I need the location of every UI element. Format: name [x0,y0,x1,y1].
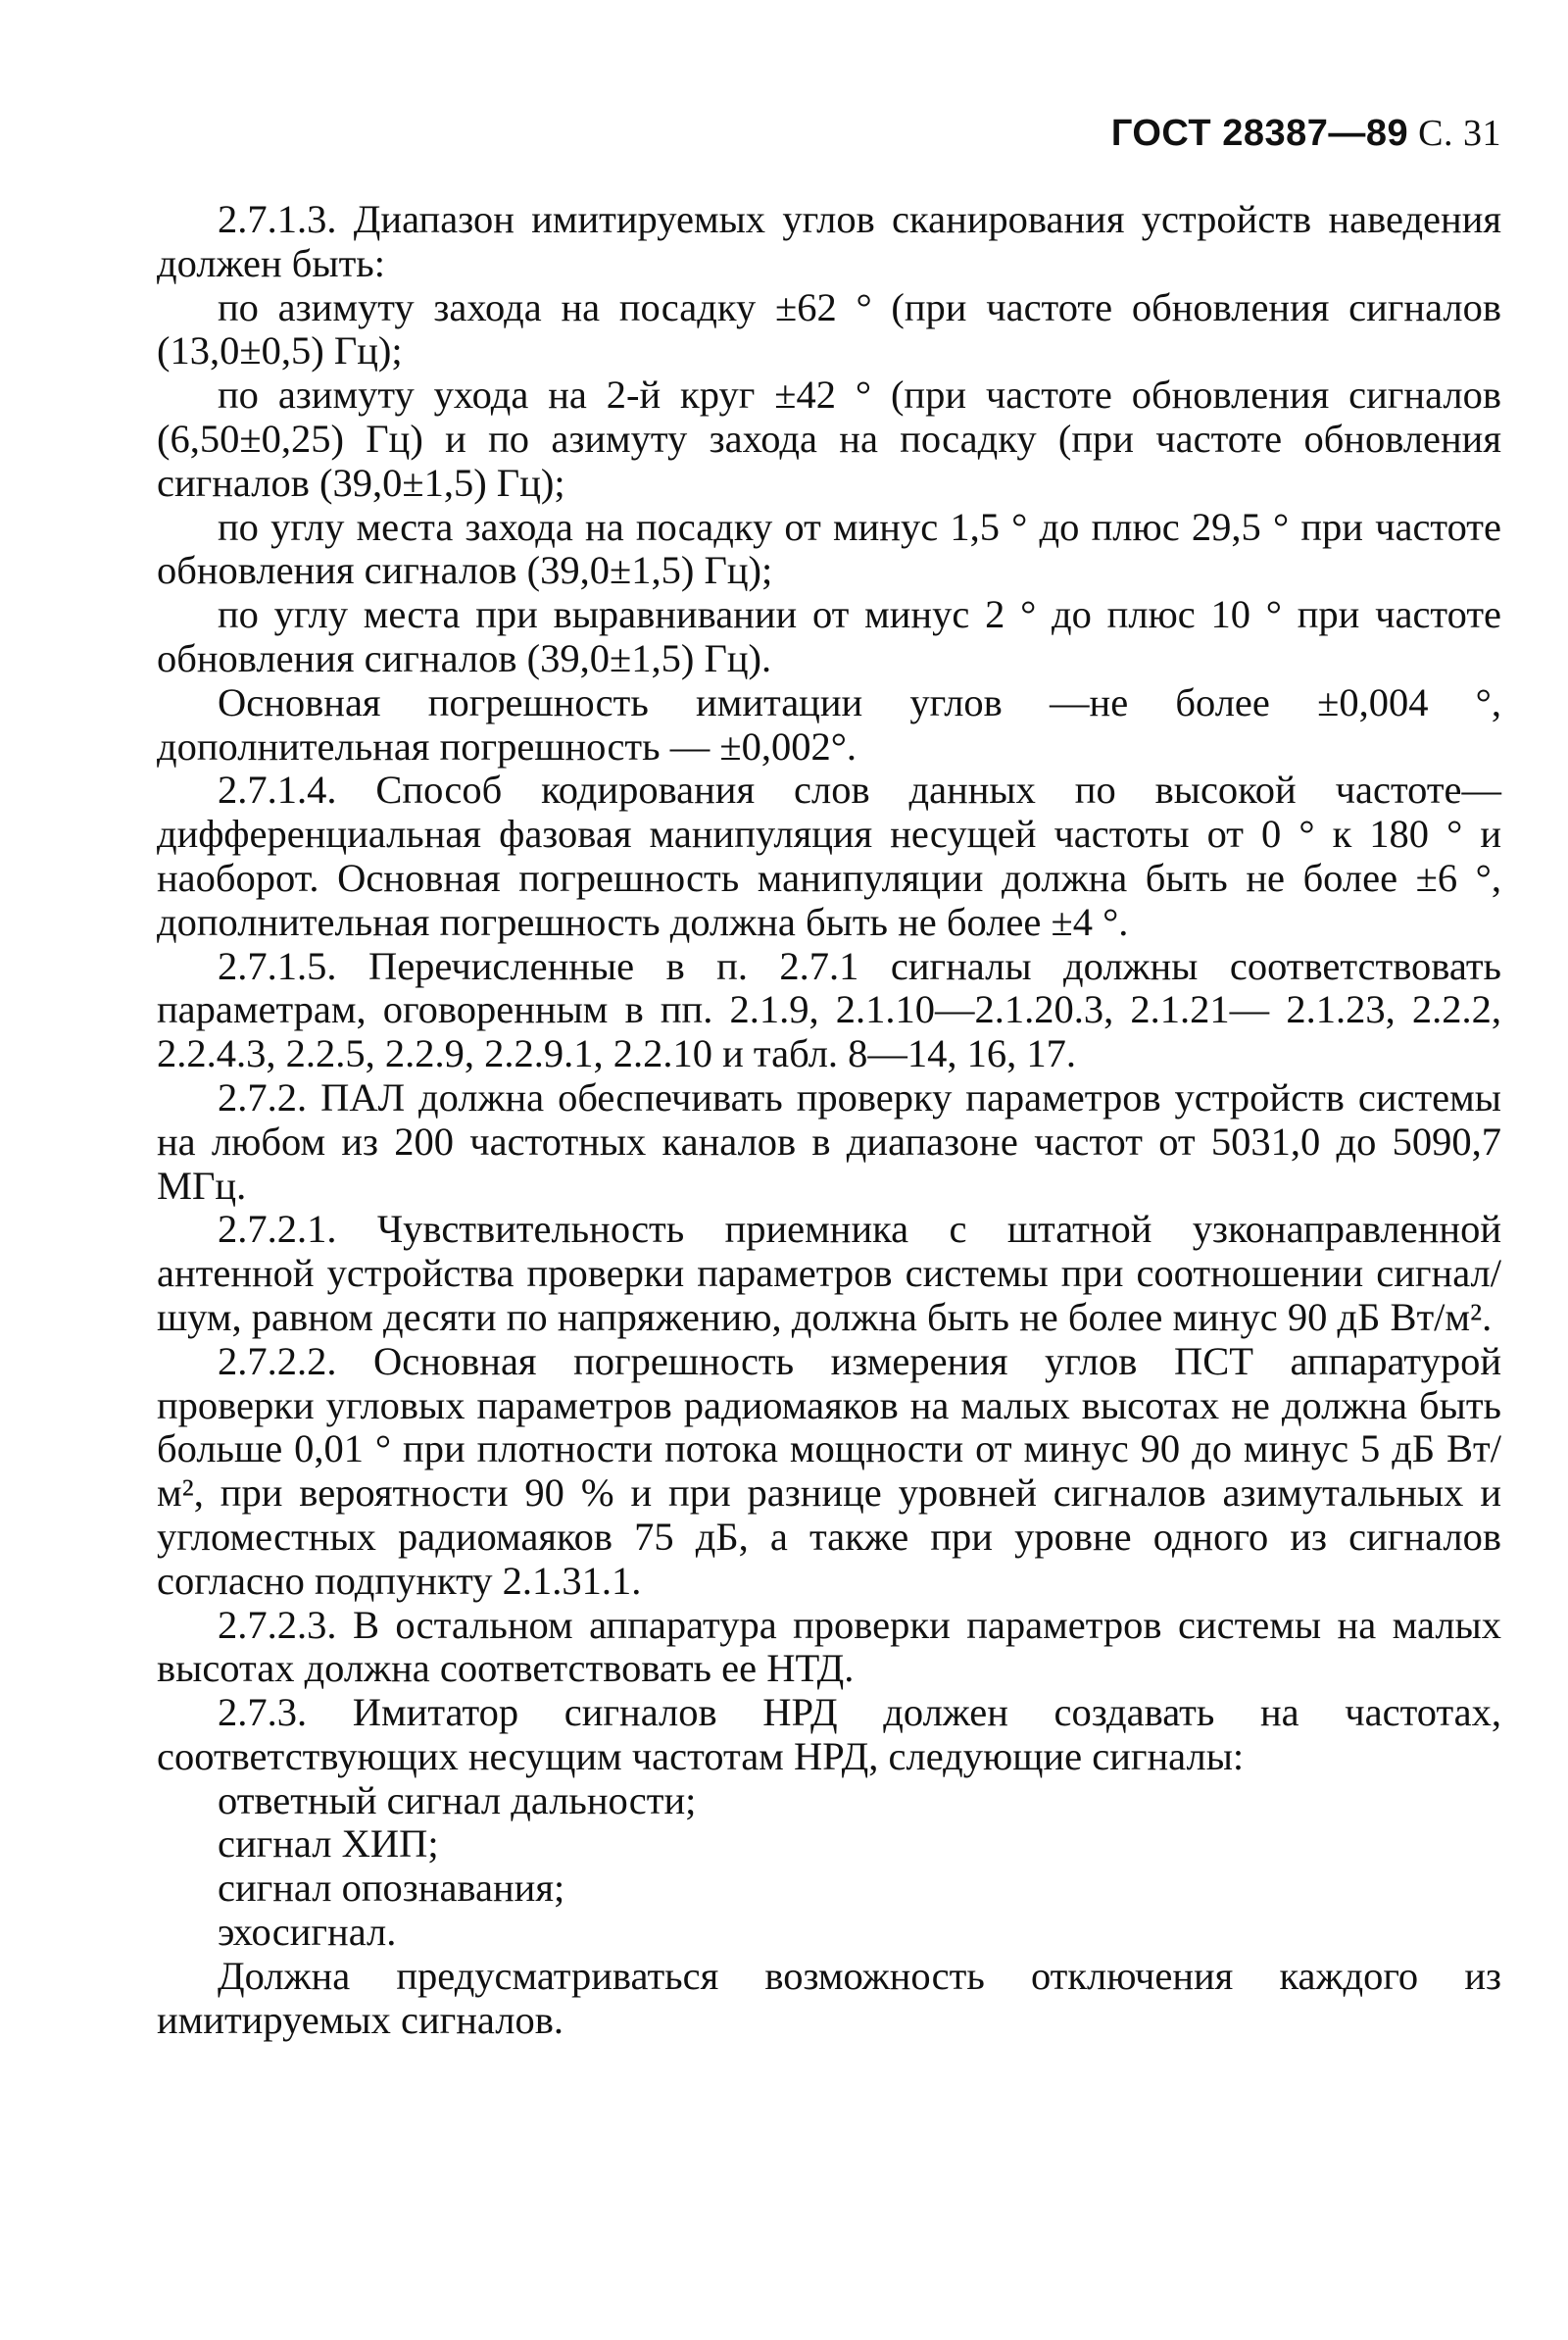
list-item: сигнал опознавания; [218,1866,565,1911]
document-body [157,198,1501,2042]
paragraph-2-7-1-4: 2.7.1.4. Способ кодирования слов данных по высокой частоте— дифференциальная фазовая манипуляция несущей частоты от 0 ° к 180 ° и наоборот. Основная погрешность манипуляции должна быть не более ±6 °, дополнительная погрешность должна быть не более ±4 °. [157,768,1501,944]
paragraph-azimuth-approach: по азимуту захода на посадку ±62 ° (при частоте обновления сигналов (13,0±0,5) Гц); [157,284,1501,373]
page-header [1111,112,1501,155]
paragraph-elevation-approach: по углу места захода на посадку от минус 1,5 ° до плюс 29,5 ° при частоте обновления сигналов (39,0±1,5) Гц); [157,504,1501,593]
paragraph-2-7-2-1: 2.7.2.1. Чувствительность приемника с штатной узконаправленной антенной устройства проверки параметров системы при соотношении сигнал/шум, равном десяти по напряжению, должна быть не более минус 90 дБ Вт/м². [157,1207,1501,1339]
paragraph-2-7-1-5: 2.7.1.5. Перечисленные в п. 2.7.1 сигналы должны соответствовать параметрам, оговоренным в пп. 2.1.9, 2.1.10—2.1.20.3, 2.1.21— 2.1.23, 2.2.2, 2.2.4.3, 2.2.5, 2.2.9, 2.2.9.1, 2.2.10 и табл. 8—14, 16, 17. [157,943,1501,1076]
paragraph-final: Должна предусматриваться возможность отключения каждого из имитируемых сигналов. [157,1953,1501,2042]
page-number: С. 31 [1418,113,1501,154]
paragraph-2-7-3: 2.7.3. Имитатор сигналов НРД должен создавать на частотах, соответствующих несущим частотам НРД, следующие сигналы: [157,1690,1501,1778]
list-item: сигнал ХИП; [218,1821,439,1867]
gost-number: ГОСТ 28387—89 [1110,113,1409,154]
paragraph-angle-error: Основная погрешность имитации углов —не более ±0,004 °, дополнительная погрешность — ±0,002°. [157,679,1501,769]
paragraph-2-7-1-3: 2.7.1.3. Диапазон имитируемых углов сканирования устройств наведения должен быть: [157,197,1501,285]
paragraph-2-7-2-3: 2.7.2.3. В остальном аппаратура проверки параметров системы на малых высотах должна соответствовать ее НТД. [157,1602,1501,1691]
paragraph-2-7-2: 2.7.2. ПАЛ должна обеспечивать проверку параметров устройств системы на любом из 200 частотных каналов в диапазоне частот от 5031,0 до 5090,7 МГц. [157,1074,1501,1208]
paragraph-2-7-2-2: 2.7.2.2. Основная погрешность измерения углов ПСТ аппаратурой проверки угловых параметров радиомаяков на малых высотах не должна быть больше 0,01 ° при плотности потока мощности от минус 90 до минус 5 дБ Вт/м², при вероятности 90 % и при разнице уровней сигналов азимутальных и угломестных радиомаяков 75 дБ, а также при уровне одного из сигналов согласно подпункту 2.1.31.1. [157,1338,1501,1603]
list-item: ответный сигнал дальности; [218,1777,697,1822]
paragraph-elevation-flare: по углу места при выравнивании от минус 2 ° до плюс 10 ° при частоте обновления сигналов (39,0±1,5) Гц). [157,592,1501,680]
list-item: эхосигнал. [218,1910,397,1955]
paragraph-azimuth-missed: по азимуту ухода на 2-й круг ±42 ° (при частоте обновления сигналов (6,50±0,25) Гц) и по азимуту захода на посадку (при частоте обновления сигналов (39,0±1,5) Гц); [157,373,1501,505]
